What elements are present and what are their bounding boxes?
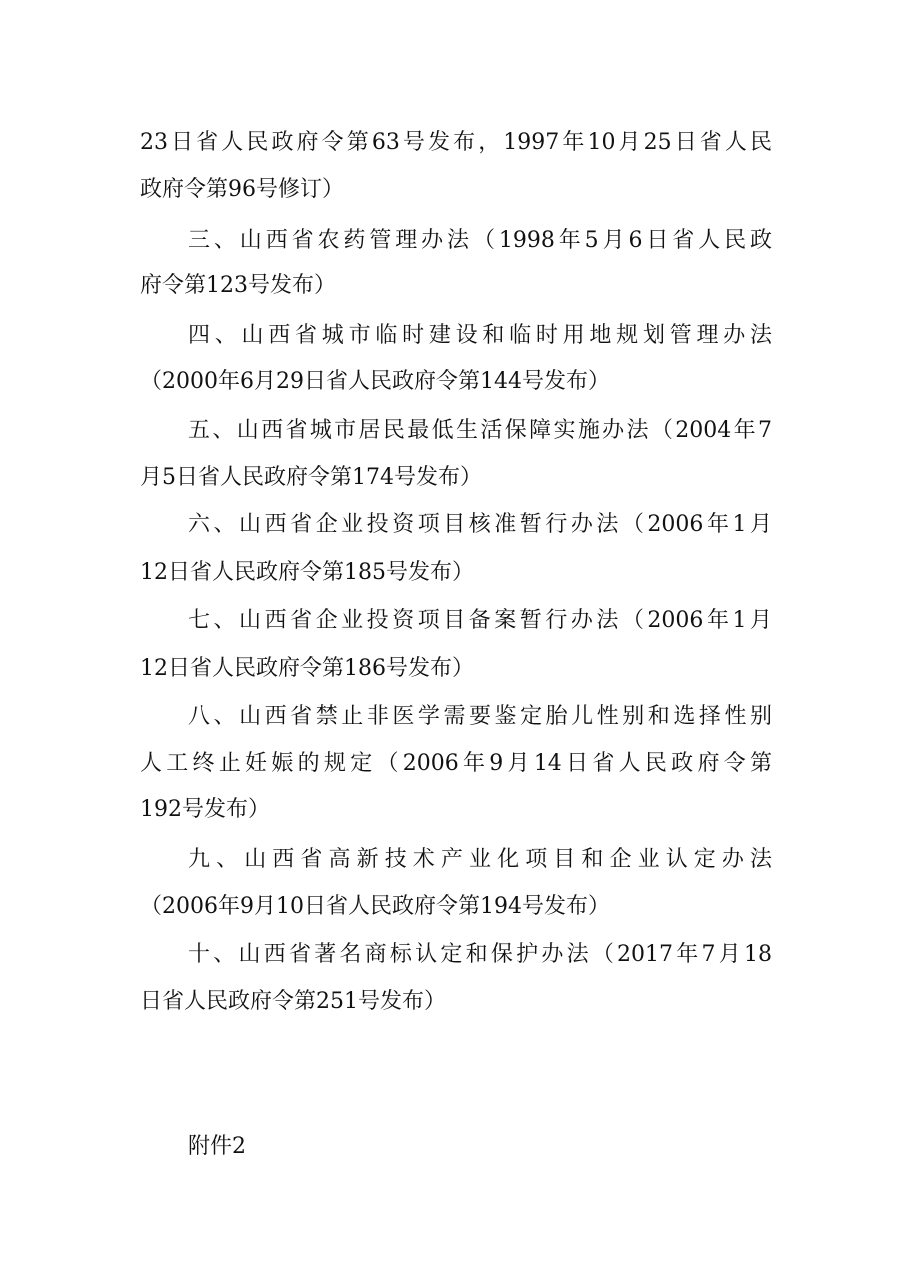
text-line: 三、山西省农药管理办法（1998年5月6日省人民政 <box>188 228 772 253</box>
attachment-label: 附件2 <box>188 1134 246 1159</box>
text-line: 六、山西省企业投资项目核准暂行办法（2006年1月 <box>188 512 772 537</box>
text-line: 五、山西省城市居民最低生活保障实施办法（2004年7 <box>188 418 772 443</box>
text-line: 十、山西省著名商标认定和保护办法（2017年7月18 <box>188 942 772 967</box>
text-line: 日省人民政府令第251号发布） <box>140 989 446 1014</box>
text-line: 192号发布） <box>140 797 270 822</box>
text-line: 月5日省人民政府令第174号发布） <box>140 465 482 490</box>
text-line: 政府令第96号修订） <box>140 177 344 202</box>
text-line: 12日省人民政府令第186号发布） <box>140 656 474 681</box>
text-line: 23日省人民政府令第63号发布，1997年10月25日省人民 <box>140 130 772 155</box>
text-line: 四、山西省城市临时建设和临时用地规划管理办法 <box>188 323 772 348</box>
text-line: 九、山西省高新技术产业化项目和企业认定办法 <box>188 847 772 872</box>
text-line: 府令第123号发布） <box>140 273 336 298</box>
text-line: 八、山西省禁止非医学需要鉴定胎儿性别和选择性别 <box>188 704 772 729</box>
text-line: 12日省人民政府令第185号发布） <box>140 560 474 585</box>
text-line: 七、山西省企业投资项目备案暂行办法（2006年1月 <box>188 608 772 633</box>
text-line: （2006年9月10日省人民政府令第194号发布） <box>140 894 610 919</box>
text-line: 人工终止妊娠的规定（2006年9月14日省人民政府令第 <box>140 751 772 776</box>
text-line: （2000年6月29日省人民政府令第144号发布） <box>140 369 610 394</box>
